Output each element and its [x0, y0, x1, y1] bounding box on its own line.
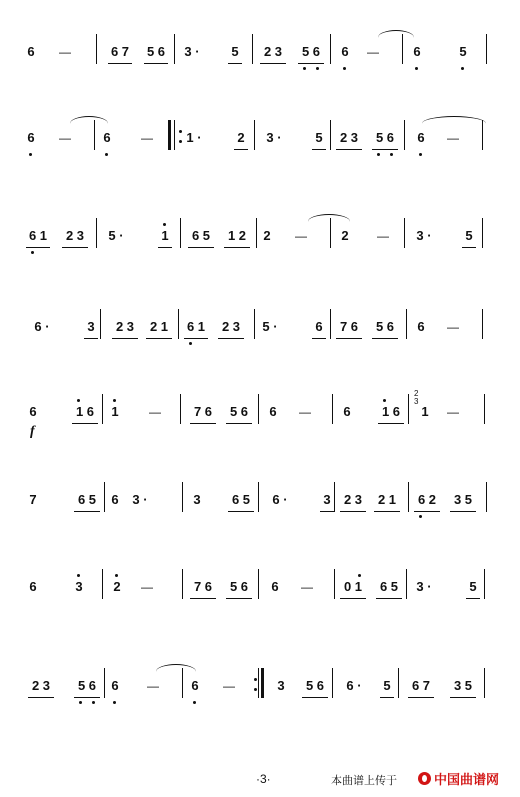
note: 1: [111, 404, 119, 419]
duration-underline: [312, 338, 326, 339]
note: 6 ·: [34, 319, 50, 334]
bar-line: [256, 218, 257, 248]
extension-dash: —: [59, 45, 71, 59]
bar-line: [258, 569, 259, 599]
bar-line: [406, 569, 407, 599]
bar-line: [334, 482, 335, 512]
duration-underline: [190, 598, 216, 599]
duration-underline: [146, 338, 172, 339]
note: 6: [341, 44, 349, 59]
note: 5: [383, 678, 391, 693]
score-system-3: [18, 214, 498, 264]
duration-underline: [320, 511, 334, 512]
note-group: 2 3: [263, 44, 283, 59]
note: 6: [271, 579, 279, 594]
octave-dot-low: [316, 67, 319, 70]
extension-dash: —: [223, 679, 235, 693]
bar-line: [174, 120, 175, 150]
note-group: 5 6: [301, 44, 321, 59]
bar-line: [482, 309, 483, 339]
duration-underline: [74, 697, 100, 698]
note-group: 5 6: [375, 130, 395, 145]
note: 6: [417, 130, 425, 145]
bar-line: [104, 482, 105, 512]
note-group: 6 7: [411, 678, 431, 693]
octave-dot-high: [115, 574, 118, 577]
note-group: 3 5: [453, 678, 473, 693]
octave-dot-high: [77, 574, 80, 577]
bar-line: [182, 569, 183, 599]
bar-line: [174, 34, 175, 64]
note-group: 7 6: [193, 579, 213, 594]
octave-dot-low: [189, 342, 192, 345]
duration-underline: [340, 598, 366, 599]
note: 1: [161, 228, 169, 243]
note: 3: [87, 319, 95, 334]
bar-line: [96, 34, 97, 64]
bar-line: [182, 482, 183, 512]
note: 2: [341, 228, 349, 243]
octave-dot-high: [358, 574, 361, 577]
octave-dot-low: [461, 67, 464, 70]
bar-line: [102, 569, 103, 599]
bar-line: [408, 482, 409, 512]
repeat-dot: [254, 678, 257, 681]
extension-dash: —: [447, 131, 459, 145]
duration-underline: [144, 63, 168, 64]
duration-underline: [228, 511, 254, 512]
extension-dash: —: [377, 229, 389, 243]
tie-arc: [422, 116, 486, 131]
note: 6: [343, 404, 351, 419]
note-group: 6 2: [417, 492, 437, 507]
note-group: 6 1: [186, 319, 206, 334]
note-group: 2 3: [221, 319, 241, 334]
duration-underline: [112, 338, 138, 339]
note-group: 5 6: [229, 579, 249, 594]
note: 6: [111, 492, 119, 507]
note-group: 5 6: [375, 319, 395, 334]
duration-underline: [450, 697, 476, 698]
note: 3 ·: [266, 130, 282, 145]
duration-underline: [226, 598, 252, 599]
duration-underline: [84, 338, 98, 339]
duration-underline: [190, 423, 216, 424]
note: 3: [277, 678, 285, 693]
page-number: ·3·: [256, 772, 271, 786]
bar-line: [486, 482, 487, 512]
note: 3 ·: [416, 579, 432, 594]
dynamic-marking: f: [30, 424, 35, 439]
octave-dot-high: [77, 399, 80, 402]
bar-line: [94, 120, 95, 150]
bar-line: [254, 309, 255, 339]
octave-dot-high: [163, 223, 166, 226]
duration-underline: [414, 511, 440, 512]
duration-underline: [62, 247, 88, 248]
note: 6: [269, 404, 277, 419]
note: 3: [75, 579, 83, 594]
note-group: 6 5: [231, 492, 251, 507]
duration-underline: [28, 697, 54, 698]
note: 6: [27, 44, 35, 59]
octave-dot-low: [377, 153, 380, 156]
extension-dash: —: [59, 131, 71, 145]
note: 3: [323, 492, 331, 507]
page-footer: [0, 768, 520, 794]
bar-line: [178, 309, 179, 339]
bar-line: [332, 668, 333, 698]
bar-line: [330, 120, 331, 150]
note: 6 ·: [346, 678, 362, 693]
octave-dot-low: [92, 701, 95, 704]
duration-underline: [312, 149, 326, 150]
bar-line: [182, 668, 183, 698]
bar-line: [258, 394, 259, 424]
duration-underline: [336, 338, 362, 339]
extension-dash: —: [367, 45, 379, 59]
duration-underline: [226, 423, 252, 424]
note: 6 ·: [272, 492, 288, 507]
octave-dot-low: [390, 153, 393, 156]
note-group: 2 3: [339, 130, 359, 145]
note-group: 7 6: [339, 319, 359, 334]
bar-line: [484, 668, 485, 698]
bar-line: [258, 482, 259, 512]
note-group: 6 5: [379, 579, 399, 594]
note-group: 5 6: [305, 678, 325, 693]
note: 6: [191, 678, 199, 693]
octave-dot-low: [29, 153, 32, 156]
bar-line: [102, 394, 103, 424]
score-system-7: [18, 565, 498, 615]
note: 3 ·: [132, 492, 148, 507]
score-system-8: [18, 664, 498, 714]
bar-line: [406, 309, 407, 339]
bar-line: [180, 218, 181, 248]
bar-line: [404, 218, 405, 248]
octave-dot-low: [31, 251, 34, 254]
note-group: 2 3: [65, 228, 85, 243]
score-system-4: [18, 305, 498, 355]
extension-dash: —: [295, 229, 307, 243]
bar-line: [252, 34, 253, 64]
duration-underline: [376, 598, 402, 599]
note: 6: [29, 404, 37, 419]
bar-line: [486, 34, 487, 64]
note: 3 ·: [416, 228, 432, 243]
bar-line: [104, 668, 105, 698]
duration-underline: [372, 149, 398, 150]
duration-underline: [218, 338, 244, 339]
score-system-2: [18, 116, 498, 166]
duration-underline: [188, 247, 214, 248]
duration-underline: [466, 598, 480, 599]
duration-underline: [74, 511, 100, 512]
duration-underline: [340, 511, 366, 512]
bar-line: [404, 120, 405, 150]
octave-dot-low: [419, 515, 422, 518]
note-group: 7 6: [193, 404, 213, 419]
duration-underline: [108, 63, 132, 64]
bar-line: [254, 120, 255, 150]
duration-underline: [234, 149, 248, 150]
octave-dot-low: [105, 153, 108, 156]
duration-underline: [26, 247, 50, 248]
bar-line: [180, 394, 181, 424]
bar-line: [330, 309, 331, 339]
duration-underline: [462, 247, 476, 248]
octave-dot-high: [113, 399, 116, 402]
octave-dot-low: [193, 701, 196, 704]
note-group: 5 6: [229, 404, 249, 419]
note: 5: [469, 579, 477, 594]
note: 7: [29, 492, 37, 507]
extension-dash: —: [447, 405, 459, 419]
note-group: 3 5: [453, 492, 473, 507]
repeat-start-barline: [168, 120, 171, 150]
duration-underline: [450, 511, 476, 512]
note-group: 2 1: [149, 319, 169, 334]
note-group: 5 6: [146, 44, 166, 59]
note: 6: [27, 130, 35, 145]
bar-line: [484, 569, 485, 599]
duration-underline: [158, 247, 172, 248]
bar-line: [402, 34, 403, 64]
note: 5: [315, 130, 323, 145]
bar-line: [100, 309, 101, 339]
bar-line: [96, 218, 97, 248]
octave-dot-low: [79, 701, 82, 704]
upload-note: 本曲谱上传于: [331, 775, 397, 787]
score-system-1: [18, 30, 498, 80]
note-group: 2 3: [31, 678, 51, 693]
note-group: 2 3: [343, 492, 363, 507]
note-group: 6 5: [191, 228, 211, 243]
note-group: 2 3: [115, 319, 135, 334]
note: 6: [29, 579, 37, 594]
duration-underline: [374, 511, 400, 512]
note-group: 1 6: [75, 404, 95, 419]
extension-dash: —: [299, 405, 311, 419]
duration-underline: [72, 423, 98, 424]
note: 6: [417, 319, 425, 334]
note-group: 0 1: [343, 579, 363, 594]
duration-underline: [336, 149, 362, 150]
duration-underline: [380, 697, 394, 698]
duration-underline: [378, 423, 404, 424]
bar-line: [482, 218, 483, 248]
note: 6: [111, 678, 119, 693]
duration-underline: [228, 63, 242, 64]
note-group: 6 1: [28, 228, 48, 243]
note: 5: [459, 44, 467, 59]
extension-dash: —: [149, 405, 161, 419]
bar-line: [398, 668, 399, 698]
duration-underline: [298, 63, 324, 64]
octave-dot-low: [303, 67, 306, 70]
repeat-dot: [254, 688, 257, 691]
note: 5: [465, 228, 473, 243]
duration-underline: [260, 63, 286, 64]
duration-underline: [372, 338, 398, 339]
note: 2: [113, 579, 121, 594]
bar-line: [330, 34, 331, 64]
duration-underline: [408, 697, 434, 698]
note: 6: [103, 130, 111, 145]
note: 3: [193, 492, 201, 507]
note-group: 1 2: [227, 228, 247, 243]
note: 3 ·: [184, 44, 200, 59]
note: 2: [263, 228, 271, 243]
note: 5 ·: [262, 319, 278, 334]
octave-dot-low: [419, 153, 422, 156]
grace-notes: 2 3: [414, 389, 419, 406]
octave-dot-high: [383, 399, 386, 402]
note-group: 6 7: [110, 44, 130, 59]
music-note-logo-icon: [418, 772, 431, 785]
extension-dash: —: [141, 131, 153, 145]
bar-line: [334, 569, 335, 599]
bar-line: [482, 120, 483, 150]
extension-dash: —: [301, 580, 313, 594]
note: 6: [413, 44, 421, 59]
note: 1 ·: [186, 130, 202, 145]
duration-underline: [224, 247, 250, 248]
score-system-5: [18, 390, 498, 440]
tie-arc: [378, 30, 414, 45]
extension-dash: —: [141, 580, 153, 594]
octave-dot-low: [415, 67, 418, 70]
note-group: 2 1: [377, 492, 397, 507]
note: 2: [237, 130, 245, 145]
note-group: 5 6: [77, 678, 97, 693]
octave-dot-low: [113, 701, 116, 704]
bar-line: [258, 668, 259, 698]
note: 6: [315, 319, 323, 334]
bar-line: [484, 394, 485, 424]
note-group: 6 5: [77, 492, 97, 507]
note: 5 ·: [108, 228, 124, 243]
bar-line: [408, 394, 409, 424]
duration-underline: [184, 338, 208, 339]
duration-underline: [302, 697, 328, 698]
note-group: 1 6: [381, 404, 401, 419]
score-system-6: [18, 478, 498, 528]
note: 1: [421, 404, 429, 419]
repeat-end-barline: [261, 668, 264, 698]
bar-line: [330, 218, 331, 248]
bar-line: [332, 394, 333, 424]
extension-dash: —: [147, 679, 159, 693]
octave-dot-low: [343, 67, 346, 70]
site-logo[interactable]: [418, 769, 499, 788]
note: 5: [231, 44, 239, 59]
extension-dash: —: [447, 320, 459, 334]
site-name: 中国曲谱网: [434, 772, 500, 787]
